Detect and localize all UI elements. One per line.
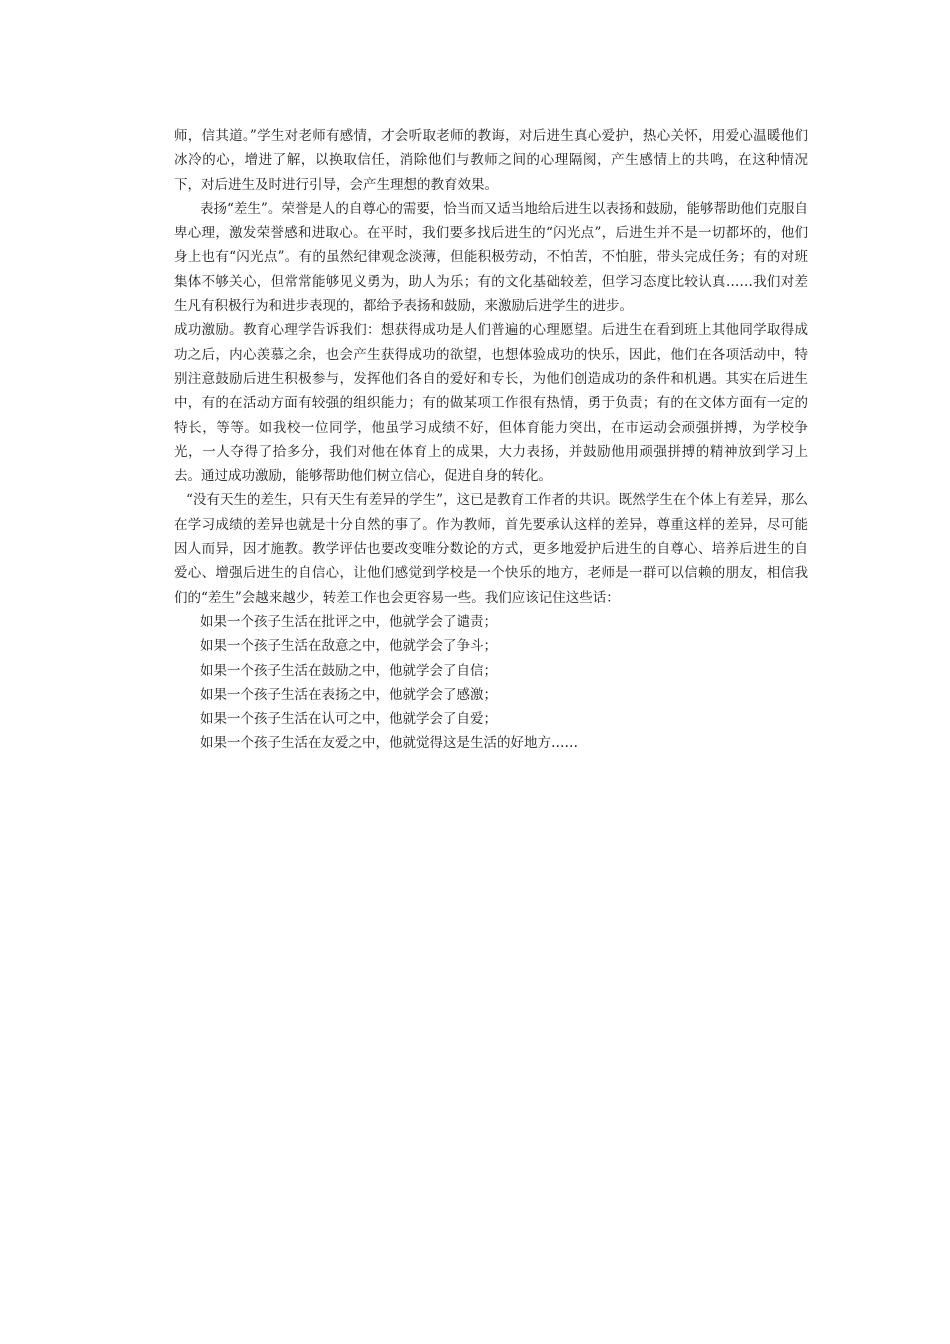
poem-line: 如果一个孩子生活在鼓励之中，他就学会了自信；	[200, 662, 497, 679]
paragraph-differences: “没有天生的差生，只有天生有差异的学生”，这已是教育工作者的共识。既然学生在个体上有差异，那么在学习成绩的差异也就是十分自然的事了。作为教师，首先要承认这样的差异，尊重这样的差异，尽可能因人而异，因才施教。教学评估也要改变唯分数论的方式，更多地爱护后进生的自尊心、培养后进生的自爱心、增强后进生的自信心，让他们感觉到学校是一个快乐的地方，老师是一群可以信赖的朋友，相信我们的“差生”会越来越少，转差工作也会更容易一些。我们应该记住这些话：	[174, 492, 808, 606]
poem-line: 如果一个孩子生活在友爱之中，他就觉得这是生活的好地方……	[200, 735, 578, 752]
paragraph-success-motivation: 成功激励。教育心理学告诉我们：想获得成功是人们普遍的心理愿望。后进生在看到班上其他同学取得成功之后，内心羡慕之余，也会产生获得成功的欲望，也想体验成功的快乐，因此，他们在各项活动中，特别注意鼓励后进生积极参与，发挥他们各自的爱好和专长，为他们创造成功的条件和机遇。其实在后进生中，有的在活动方面有较强的组织能力；有的做某项工作很有热情，勇于负责；有的在文体方面有一定的特长，等等。如我校一位同学，他虽学习成绩不好，但体育能力突出，在市运动会顽强拼搏，为学校争光，一人夺得了拾多分，我们对他在体育上的成果，大力表扬，并鼓励他用顽强拼搏的精神放到学习上去。通过成功激励，能够帮助他们树立信心，促进自身的转化。	[174, 322, 808, 485]
poem-line: 如果一个孩子生活在认可之中，他就学会了自爱；	[200, 711, 497, 728]
poem-list	[174, 610, 808, 756]
poem-line: 如果一个孩子生活在批评之中，他就学会了谴责；	[200, 613, 497, 630]
paragraph-trust: 师，信其道。”学生对老师有感情，才会听取老师的教诲，对后进生真心爱护，热心关怀，用爱心温暖他们冰冷的心，增进了解，以换取信任，消除他们与教师之间的心理隔阂，产生感情上的共鸣，在这种情况下，对后进生及时进行引导，会产生理想的教育效果。	[174, 128, 808, 193]
poem-line: 如果一个孩子生活在敌意之中，他就学会了争斗；	[200, 638, 497, 655]
poem-line: 如果一个孩子生活在表扬之中，他就学会了感激；	[200, 686, 497, 703]
document-body	[174, 124, 808, 756]
paragraph-praise: 表扬“差生”。荣誉是人的自尊心的需要，恰当而又适当地给后进生以表扬和鼓励，能够帮助他们克服自卑心理，激发荣誉感和进取心。在平时，我们要多找后进生的“闪光点”，后进生并不是一切都坏的，他们身上也有“闪光点”。有的虽然纪律观念淡薄，但能积极劳动，不怕苦，不怕脏，带头完成任务；有的对班集体不够关心，但常常能够见义勇为，助人为乐；有的文化基础较差，但学习态度比较认真……我们对差生凡有积极行为和进步表现的，都给予表扬和鼓励，来激励后进学生的进步。	[174, 200, 808, 315]
